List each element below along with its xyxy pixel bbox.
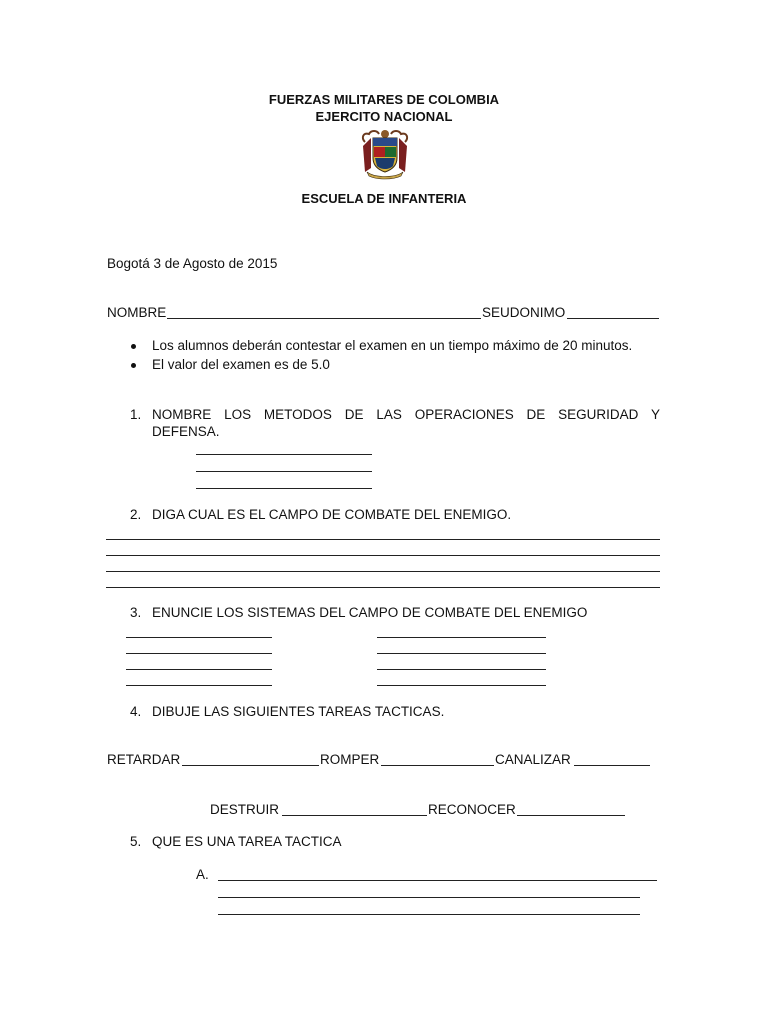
answer-line[interactable] [377,685,546,686]
answer-line[interactable] [106,571,660,572]
nombre-input-line[interactable] [167,318,481,319]
exam-date: Bogotá 3 de Agosto de 2015 [107,256,278,271]
question-text: ENUNCIE LOS SISTEMAS DEL CAMPO DE COMBATE DEL ENEMIGO [152,605,588,620]
answer-line[interactable] [126,669,272,670]
seudonimo-label: SEUDONIMO [482,305,566,320]
answer-line[interactable] [218,880,657,881]
answer-label-a: A. [196,867,209,882]
answer-line[interactable] [106,555,660,556]
question-text-cont: DEFENSA. [152,424,220,439]
instruction-item: El valor del examen es de 5.0 [152,357,330,372]
question-number: 1. [130,407,142,422]
answer-line[interactable] [377,653,546,654]
question-number: 2. [130,507,142,522]
seudonimo-input-line[interactable] [567,318,659,319]
task-reconocer-label: RECONOCER [428,802,516,817]
answer-line[interactable] [218,897,640,898]
nombre-label: NOMBRE [107,305,167,320]
answer-line[interactable] [196,454,372,455]
task-retardar-label: RETARDAR [107,752,181,767]
answer-line[interactable] [377,669,546,670]
header-line2: EJERCITO NACIONAL [315,109,453,124]
instruction-item: Los alumnos deberán contestar el examen en un tiempo máximo de 20 minutos. [152,338,633,353]
task-romper-line[interactable] [381,765,494,766]
question-text: NOMBRE LOS METODOS DE LAS OPERACIONES DE SEGURIDAD Y [152,407,660,422]
task-canalizar-label: CANALIZAR [495,752,571,767]
coat-of-arms-icon [359,128,411,180]
question-number: 3. [130,605,142,620]
task-romper-label: ROMPER [320,752,380,767]
task-reconocer-line[interactable] [517,815,625,816]
question-number: 4. [130,704,142,719]
answer-line[interactable] [106,539,660,540]
answer-line[interactable] [106,587,660,588]
answer-line[interactable] [126,653,272,654]
school-name: ESCUELA DE INFANTERIA [301,191,467,206]
answer-line[interactable] [377,637,546,638]
task-canalizar-line[interactable] [574,765,650,766]
answer-line[interactable] [196,471,372,472]
question-text: QUE ES UNA TAREA TACTICA [152,834,342,849]
header-line1: FUERZAS MILITARES DE COLOMBIA [268,92,500,107]
bullet-icon [131,344,136,349]
answer-line[interactable] [218,914,640,915]
answer-line[interactable] [126,685,272,686]
bullet-icon [131,363,136,368]
question-text: DIGA CUAL ES EL CAMPO DE COMBATE DEL ENEMIGO. [152,507,512,522]
task-retardar-line[interactable] [182,765,319,766]
answer-line[interactable] [126,637,272,638]
question-text: DIBUJE LAS SIGUIENTES TAREAS TACTICAS. [152,704,445,719]
task-destruir-line[interactable] [282,815,427,816]
answer-line[interactable] [196,488,372,489]
question-number: 5. [130,834,142,849]
task-destruir-label: DESTRUIR [210,802,280,817]
